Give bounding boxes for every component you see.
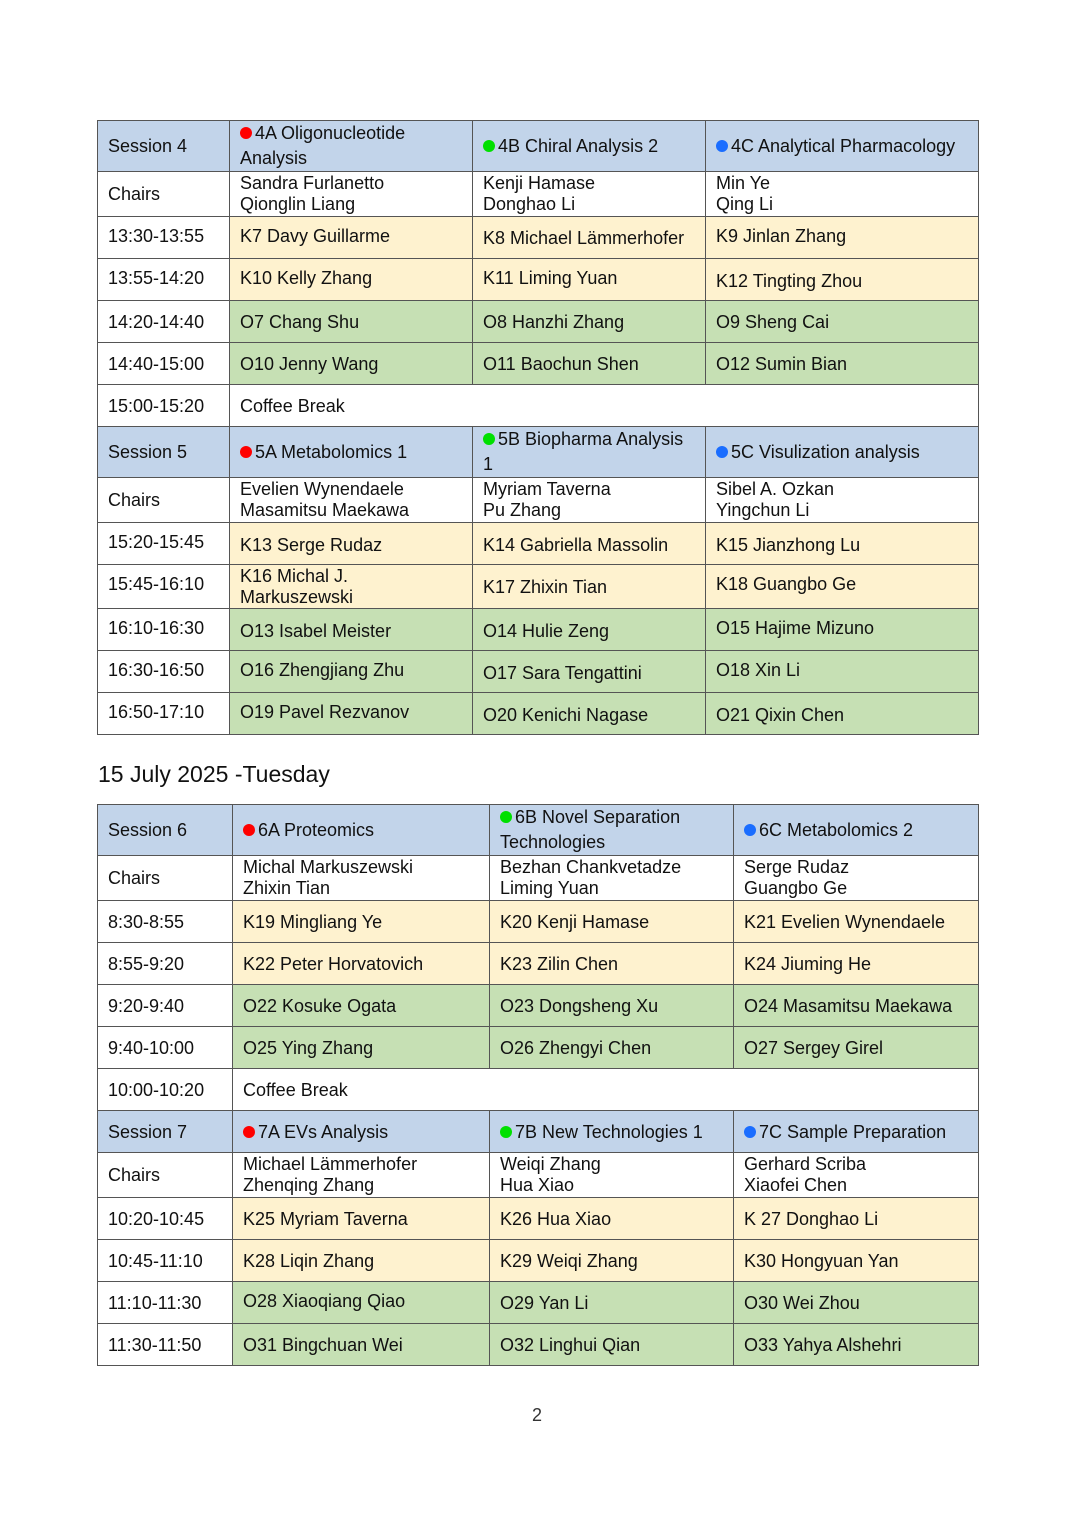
chairs-cell: Sibel A. Ozkan Yingchun Li [706, 478, 979, 523]
oral-cell: O13 Isabel Meister [230, 609, 473, 651]
oral-cell: O15 Hajime Mizuno [706, 609, 979, 651]
red-dot-icon [243, 1126, 255, 1138]
oral-cell: O32 Linghui Qian [490, 1324, 734, 1366]
oral-cell: O12 Sumin Bian [706, 343, 979, 385]
coffee-break-label: Coffee Break [230, 385, 979, 427]
coffee-break-row [98, 1069, 979, 1111]
session-label: Session 4 [98, 121, 230, 172]
keynote-cell: K13 Serge Rudaz [230, 523, 473, 565]
time-cell: 8:55-9:20 [98, 943, 233, 985]
table-row [98, 651, 979, 693]
session-label: Session 7 [98, 1111, 233, 1153]
chairs-label: Chairs [98, 856, 233, 901]
keynote-cell: K10 Kelly Zhang [230, 259, 473, 301]
time-cell: 8:30-8:55 [98, 901, 233, 943]
oral-cell: O30 Wei Zhou [734, 1282, 979, 1324]
table-row [98, 217, 979, 259]
table-row [98, 565, 979, 609]
keynote-cell: K20 Kenji Hamase [490, 901, 734, 943]
keynote-cell: K 27 Donghao Li [734, 1198, 979, 1240]
track-b-title: 6B Novel Separation Technologies [490, 805, 734, 856]
track-b-title: 7B New Technologies 1 [490, 1111, 734, 1153]
red-dot-icon [243, 824, 255, 836]
time-cell: 11:10-11:30 [98, 1282, 233, 1324]
keynote-cell: K7 Davy Guillarme [230, 217, 473, 259]
chairs-cell: Gerhard Scriba Xiaofei Chen [734, 1153, 979, 1198]
keynote-cell: K14 Gabriella Massolin [473, 523, 706, 565]
session-header-row [98, 1111, 979, 1153]
session-label: Session 6 [98, 805, 233, 856]
green-dot-icon [483, 433, 495, 445]
table-row [98, 901, 979, 943]
oral-cell: O11 Baochun Shen [473, 343, 706, 385]
chairs-label: Chairs [98, 172, 230, 217]
green-dot-icon [500, 1126, 512, 1138]
chairs-cell: Weiqi Zhang Hua Xiao [490, 1153, 734, 1198]
track-c-title: 7C Sample Preparation [734, 1111, 979, 1153]
time-cell: 15:20-15:45 [98, 523, 230, 565]
time-cell: 16:30-16:50 [98, 651, 230, 693]
oral-cell: O14 Hulie Zeng [473, 609, 706, 651]
table-row [98, 985, 979, 1027]
time-cell: 9:40-10:00 [98, 1027, 233, 1069]
time-cell: 10:45-11:10 [98, 1240, 233, 1282]
track-c-title: 6C Metabolomics 2 [734, 805, 979, 856]
chairs-cell: Myriam Taverna Pu Zhang [473, 478, 706, 523]
table-row [98, 259, 979, 301]
time-cell: 9:20-9:40 [98, 985, 233, 1027]
time-cell: 16:50-17:10 [98, 693, 230, 735]
time-cell: 15:00-15:20 [98, 385, 230, 427]
table-row [98, 343, 979, 385]
table-row [98, 1324, 979, 1366]
table-row [98, 1240, 979, 1282]
chairs-label: Chairs [98, 478, 230, 523]
coffee-break-row [98, 385, 979, 427]
schedule-table-monday-afternoon [97, 120, 979, 735]
page-number: 2 [531, 1405, 542, 1425]
day-heading: 15 July 2025 -Tuesday [98, 761, 330, 787]
table-row [98, 943, 979, 985]
keynote-cell: K29 Weiqi Zhang [490, 1240, 734, 1282]
oral-cell: O28 Xiaoqiang Qiao [233, 1282, 490, 1324]
keynote-cell: K8 Michael Lämmerhofer [473, 217, 706, 259]
keynote-cell: K12 Tingting Zhou [706, 259, 979, 301]
track-b-title: 5B Biopharma Analysis 1 [473, 427, 706, 478]
schedule-table-tuesday-morning [97, 804, 979, 1366]
session-header-row [98, 805, 979, 856]
keynote-cell: K16 Michal J. Markuszewski [230, 565, 473, 609]
chairs-label: Chairs [98, 1153, 233, 1198]
keynote-cell: K30 Hongyuan Yan [734, 1240, 979, 1282]
keynote-cell: K21 Evelien Wynendaele [734, 901, 979, 943]
keynote-cell: K26 Hua Xiao [490, 1198, 734, 1240]
oral-cell: O24 Masamitsu Maekawa [734, 985, 979, 1027]
track-a-title: 6A Proteomics [233, 805, 490, 856]
chairs-row [98, 478, 979, 523]
oral-cell: O8 Hanzhi Zhang [473, 301, 706, 343]
table-row [98, 1282, 979, 1324]
time-cell: 10:00-10:20 [98, 1069, 233, 1111]
keynote-cell: K9 Jinlan Zhang [706, 217, 979, 259]
time-cell: 14:40-15:00 [98, 343, 230, 385]
keynote-cell: K24 Jiuming He [734, 943, 979, 985]
keynote-cell: K28 Liqin Zhang [233, 1240, 490, 1282]
keynote-cell: K19 Mingliang Ye [233, 901, 490, 943]
oral-cell: O19 Pavel Rezvanov [230, 693, 473, 735]
table-row [98, 1027, 979, 1069]
keynote-cell: K18 Guangbo Ge [706, 565, 979, 609]
table-row [98, 523, 979, 565]
keynote-cell: K25 Myriam Taverna [233, 1198, 490, 1240]
keynote-cell: K23 Zilin Chen [490, 943, 734, 985]
chairs-row [98, 172, 979, 217]
oral-cell: O17 Sara Tengattini [473, 651, 706, 693]
coffee-break-label: Coffee Break [233, 1069, 979, 1111]
blue-dot-icon [716, 140, 728, 152]
session-header-row [98, 427, 979, 478]
red-dot-icon [240, 127, 252, 139]
track-c-title: 4C Analytical Pharmacology [706, 121, 979, 172]
table-row [98, 301, 979, 343]
chairs-cell: Serge Rudaz Guangbo Ge [734, 856, 979, 901]
oral-cell: O25 Ying Zhang [233, 1027, 490, 1069]
time-cell: 14:20-14:40 [98, 301, 230, 343]
chairs-cell: Bezhan Chankvetadze Liming Yuan [490, 856, 734, 901]
oral-cell: O22 Kosuke Ogata [233, 985, 490, 1027]
oral-cell: O26 Zhengyi Chen [490, 1027, 734, 1069]
oral-cell: O27 Sergey Girel [734, 1027, 979, 1069]
oral-cell: O18 Xin Li [706, 651, 979, 693]
oral-cell: O16 Zhengjiang Zhu [230, 651, 473, 693]
oral-cell: O10 Jenny Wang [230, 343, 473, 385]
time-cell: 16:10-16:30 [98, 609, 230, 651]
time-cell: 15:45-16:10 [98, 565, 230, 609]
blue-dot-icon [716, 446, 728, 458]
oral-cell: O29 Yan Li [490, 1282, 734, 1324]
chairs-cell: Min Ye Qing Li [706, 172, 979, 217]
red-dot-icon [240, 446, 252, 458]
oral-cell: O31 Bingchuan Wei [233, 1324, 490, 1366]
chairs-cell: Michal Markuszewski Zhixin Tian [233, 856, 490, 901]
chairs-cell: Kenji Hamase Donghao Li [473, 172, 706, 217]
blue-dot-icon [744, 824, 756, 836]
keynote-cell: K22 Peter Horvatovich [233, 943, 490, 985]
oral-cell: O33 Yahya Alshehri [734, 1324, 979, 1366]
track-a-title: 4A Oligonucleotide Analysis [230, 121, 473, 172]
chairs-cell: Evelien Wynendaele Masamitsu Maekawa [230, 478, 473, 523]
table-row [98, 693, 979, 735]
time-cell: 10:20-10:45 [98, 1198, 233, 1240]
track-a-title: 5A Metabolomics 1 [230, 427, 473, 478]
table-row [98, 609, 979, 651]
oral-cell: O21 Qixin Chen [706, 693, 979, 735]
session-header-row [98, 121, 979, 172]
time-cell: 13:30-13:55 [98, 217, 230, 259]
time-cell: 13:55-14:20 [98, 259, 230, 301]
table-row [98, 1198, 979, 1240]
keynote-cell: K17 Zhixin Tian [473, 565, 706, 609]
session-label: Session 5 [98, 427, 230, 478]
green-dot-icon [483, 140, 495, 152]
keynote-cell: K11 Liming Yuan [473, 259, 706, 301]
time-cell: 11:30-11:50 [98, 1324, 233, 1366]
chairs-row [98, 1153, 979, 1198]
chairs-row [98, 856, 979, 901]
oral-cell: O20 Kenichi Nagase [473, 693, 706, 735]
track-b-title: 4B Chiral Analysis 2 [473, 121, 706, 172]
oral-cell: O23 Dongsheng Xu [490, 985, 734, 1027]
blue-dot-icon [744, 1126, 756, 1138]
oral-cell: O7 Chang Shu [230, 301, 473, 343]
oral-cell: O9 Sheng Cai [706, 301, 979, 343]
chairs-cell: Sandra Furlanetto Qionglin Liang [230, 172, 473, 217]
chairs-cell: Michael Lämmerhofer Zhenqing Zhang [233, 1153, 490, 1198]
track-a-title: 7A EVs Analysis [233, 1111, 490, 1153]
track-c-title: 5C Visulization analysis [706, 427, 979, 478]
keynote-cell: K15 Jianzhong Lu [706, 523, 979, 565]
green-dot-icon [500, 811, 512, 823]
